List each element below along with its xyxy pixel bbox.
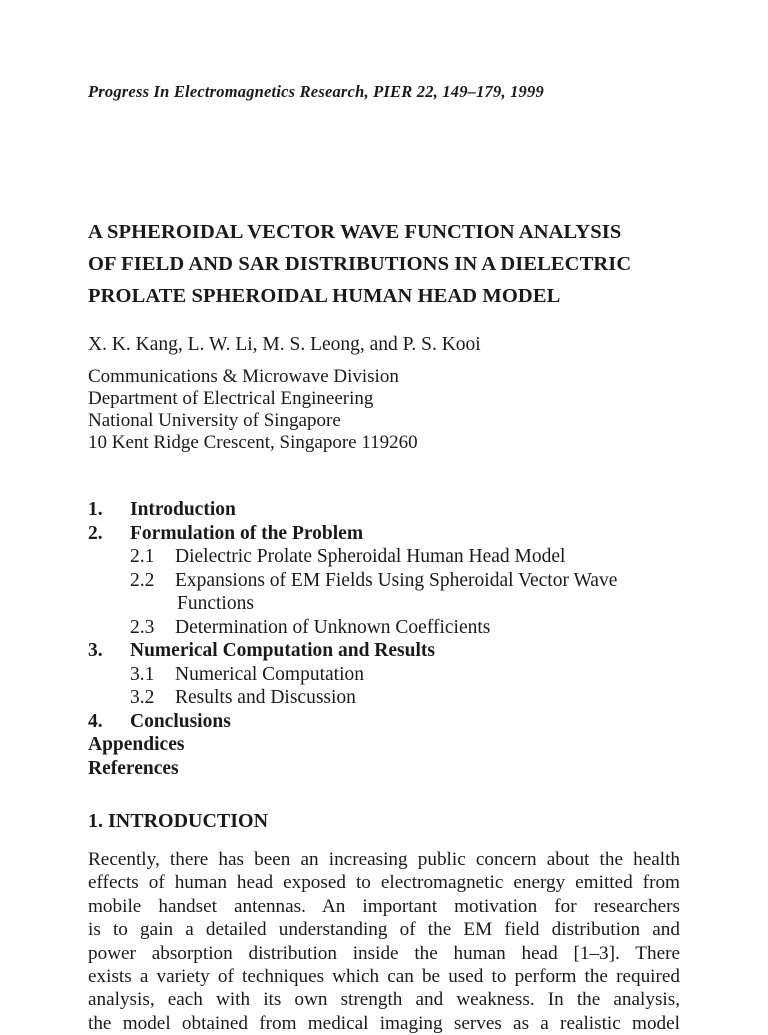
toc-section-1: [88, 498, 688, 522]
affiliation-line: Communications & Microwave Division: [88, 366, 399, 387]
section-heading: 1. INTRODUCTION: [88, 810, 269, 832]
toc-title: Functions: [177, 593, 254, 614]
body-line: effects of human head exposed to electromagnetic energy emitted from: [88, 872, 680, 894]
toc-subsection-3-1: [88, 663, 688, 687]
toc-title: Results and Discussion: [175, 687, 356, 708]
toc-subsection-3-2: [88, 686, 688, 710]
body-paragraph: [88, 848, 680, 1035]
body-line: Recently, there has been an increasing public concern about the health: [88, 849, 680, 870]
toc-references: [88, 757, 688, 781]
affiliation-line: Department of Electrical Engineering: [88, 388, 374, 409]
table-of-contents: [88, 498, 688, 780]
toc-title: Appendices: [88, 734, 185, 755]
toc-subsection-2-3: [88, 616, 688, 640]
journal-citation: , PIER 22, 149–179, 1999: [364, 82, 544, 101]
title-line: A SPHEROIDAL VECTOR WAVE FUNCTION ANALYSIS: [88, 221, 622, 243]
affiliation: [88, 366, 418, 454]
toc-title: Introduction: [130, 499, 236, 520]
toc-number: 2.: [88, 522, 103, 544]
toc-title: Formulation of the Problem: [130, 522, 364, 544]
journal-name: Progress In Electromagnetics Research: [88, 82, 365, 101]
body-line: analysis, each with its own strength and weakness. In the analysis,: [88, 989, 680, 1011]
toc-title: Dielectric Prolate Spheroidal Human Head Model: [175, 546, 566, 567]
toc-section-2: [88, 522, 688, 546]
toc-number: 2.1: [130, 546, 155, 567]
paper-title: [88, 216, 688, 312]
body-line: mobile handset antennas. An important motivation for researchers: [88, 895, 680, 917]
affiliation-line: 10 Kent Ridge Crescent, Singapore 119260: [88, 432, 418, 453]
toc-title: Numerical Computation: [175, 663, 365, 685]
toc-subsection-2-1: [88, 545, 688, 569]
body-line: exists a variety of techniques which can be used to perform the required: [88, 966, 680, 988]
affiliation-line: National University of Singapore: [88, 410, 341, 431]
toc-number: 4.: [88, 710, 103, 732]
body-line: is to gain a detailed understanding of the EM field distribution and: [88, 919, 680, 941]
title-line: OF FIELD AND SAR DISTRIBUTIONS IN A DIELECTRIC: [88, 253, 632, 275]
toc-section-4: [88, 710, 688, 734]
body-line: power absorption distribution inside the human head [1–3]. There: [88, 942, 680, 964]
journal-header: [88, 82, 544, 102]
toc-subsection-2-2: [88, 569, 688, 593]
toc-section-3: [88, 639, 688, 663]
toc-subsection-2-2-continued: [88, 592, 688, 616]
toc-number: 2.3: [130, 616, 155, 638]
toc-title: References: [88, 757, 179, 779]
body-line: the model obtained from medical imaging serves as a realistic model: [88, 1012, 680, 1034]
toc-title: Numerical Computation and Results: [130, 640, 435, 661]
toc-title: Conclusions: [130, 710, 231, 732]
title-line: PROLATE SPHEROIDAL HUMAN HEAD MODEL: [88, 285, 561, 307]
toc-number: 1.: [88, 499, 103, 520]
toc-number: 2.2: [130, 569, 155, 591]
toc-title: Expansions of EM Fields Using Spheroidal Vector Wave: [175, 569, 618, 591]
toc-number: 3.: [88, 640, 103, 661]
toc-number: 3.1: [130, 663, 155, 685]
toc-title: Determination of Unknown Coefficients: [175, 616, 491, 638]
authors: X. K. Kang, L. W. Li, M. S. Leong, and P. S. Kooi: [88, 334, 481, 355]
toc-number: 3.2: [130, 687, 155, 708]
toc-appendices: [88, 733, 688, 757]
